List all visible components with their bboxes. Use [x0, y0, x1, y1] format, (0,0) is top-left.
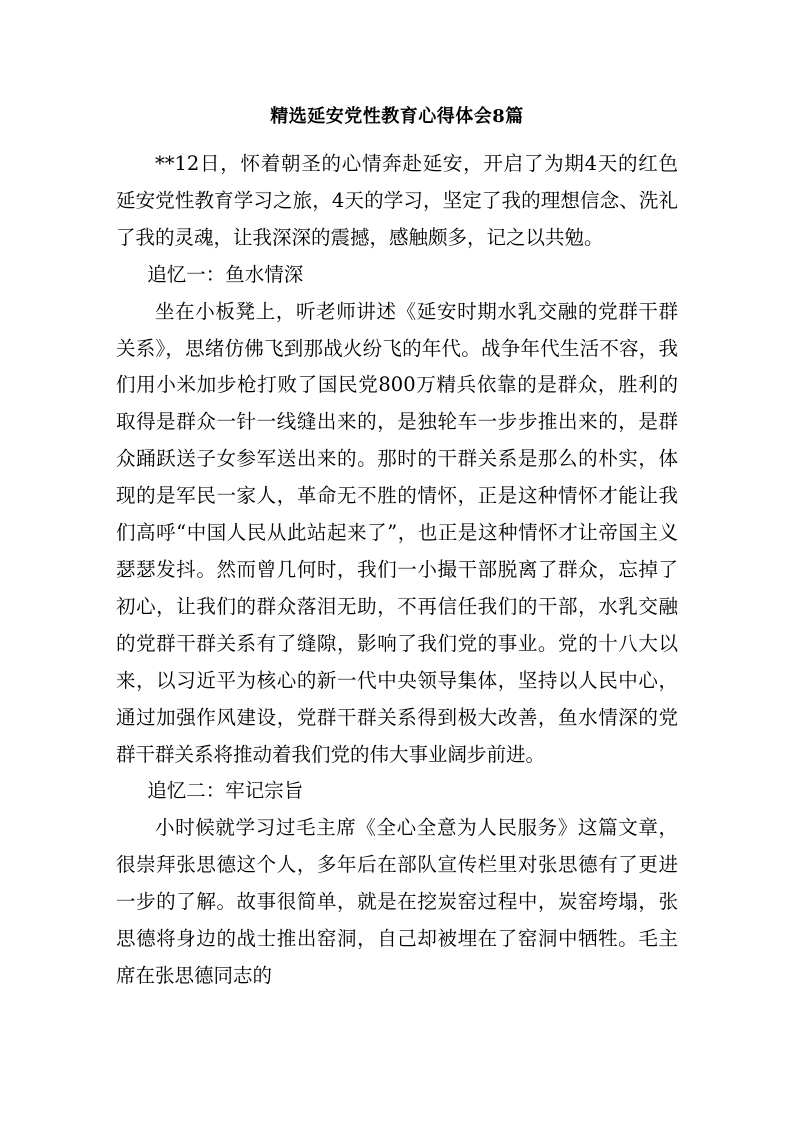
section-2-paragraph: 小时候就学习过毛主席《全心全意为人民服务》这篇文章，很崇拜张思德这个人，多年后在部队宣传栏里对张思德有了更进一步的了解。故事很简单，就是在挖炭窑过程中，炭窑垮塌，张思德将身边的战士推出窑洞，自己却被埋在了窑洞中牺牲。毛主席在张思德同志的 — [116, 816, 678, 987]
intro-paragraph: **12日，怀着朝圣的心情奔赴延安，开启了为期4天的红色延安党性教育学习之旅，4天的学习，坚定了我的理想信念、洗礼了我的灵魂，让我深深的震撼，感触颇多，记之以共勉。 — [116, 152, 678, 249]
section-heading-2: 追忆二：牢记宗旨 — [147, 779, 304, 803]
document-title: 精选延安党性教育心得体会8篇 — [270, 106, 524, 127]
document-body — [116, 146, 678, 995]
section-heading-1: 追忆一：鱼水情深 — [147, 262, 304, 286]
section-1-paragraph: 坐在小板凳上，听老师讲述《延安时期水乳交融的党群干群关系》，思绪仿佛飞到那战火纷飞的年代。战争年代生活不容，我们用小米加步枪打败了国民党800万精兵依靠的是群众，胜利的取得是群众一针一线缝出来的，是独轮车一步步推出来的，是群众踊跃送子女参军送出来的。那时的干群关系是那么的朴实，体现的是军民一家人，革命无不胜的情怀，正是这种情怀才能让我们高呼“中国人民从此站起来了”，也正是这种情怀才让帝国主义瑟瑟发抖。然而曾几何时，我们一小撮干部脱离了群众，忘掉了初心，让我们的群众落泪无助，不再信任我们的干部，水乳交融的党群干群关系有了缝隙，影响了我们党的事业。党的十八大以来，以习近平为核心的新一代中央领导集体，坚持以人民中心，通过加强作风建设，党群干群关系得到极大改善，鱼水情深的党群干群关系将推动着我们党的伟大事业阔步前进。 — [116, 299, 678, 766]
